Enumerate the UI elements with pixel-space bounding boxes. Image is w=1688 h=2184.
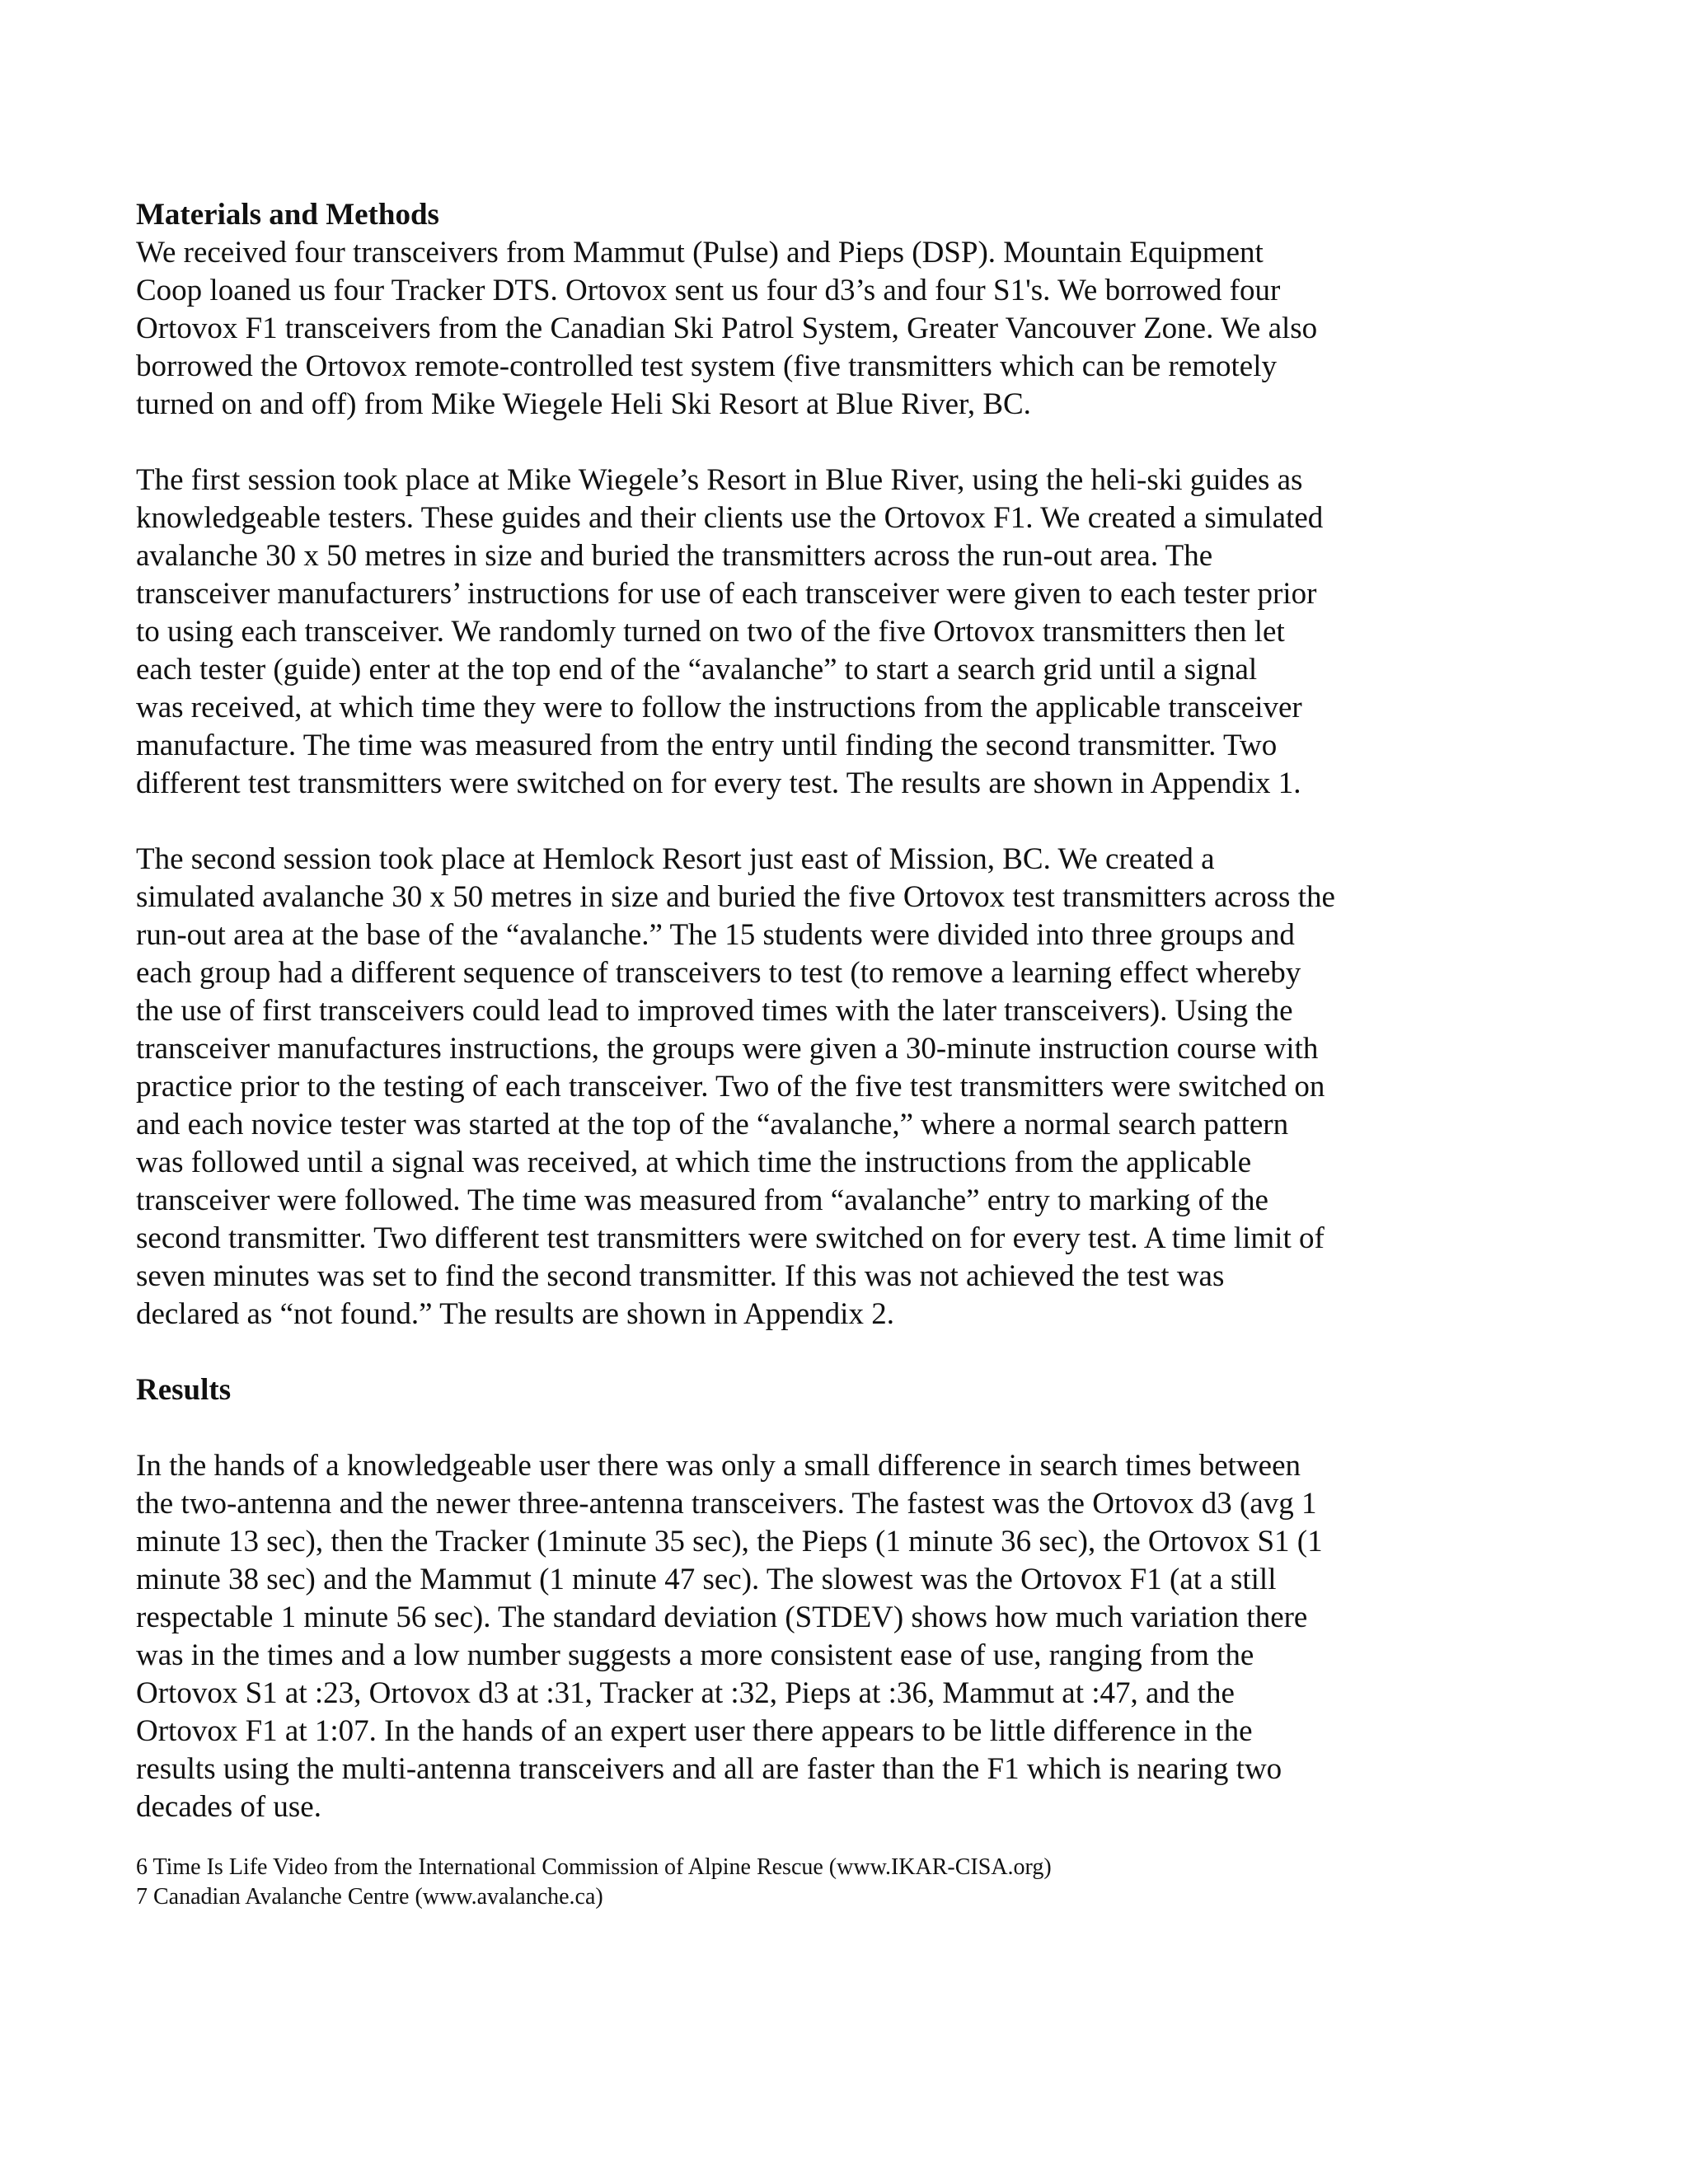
paragraph-gap: [136, 1409, 1455, 1447]
results-paragraph-1: [136, 1447, 1455, 1826]
text-line: results using the multi-antenna transceivers and all are faster than the F1 which is nearing two: [136, 1752, 1282, 1786]
results-heading: Results: [136, 1373, 232, 1407]
materials-paragraph-3: [136, 841, 1455, 1333]
text-line: We received four transceivers from Mammut (Pulse) and Pieps (DSP). Mountain Equipment: [136, 236, 1264, 269]
text-line: was in the times and a low number suggests a more consistent ease of use, ranging from the: [136, 1638, 1254, 1672]
footnote-6: 6 Time Is Life Video from the International Commission of Alpine Rescue (www.IKAR-CISA.org): [136, 1854, 1052, 1880]
text-line: In the hands of a knowledgeable user there was only a small difference in search times between: [136, 1449, 1301, 1483]
document-page: [136, 196, 1455, 1826]
footnote-7: 7 Canadian Avalanche Centre (www.avalanche.ca): [136, 1884, 603, 1910]
text-line: transceiver manufacturers’ instructions for use of each transceiver were given to each tester prior: [136, 577, 1317, 611]
text-line: was followed until a signal was received, at which time the instructions from the applicable: [136, 1146, 1252, 1179]
materials-paragraph-2: [136, 462, 1455, 803]
text-line: Ortovox S1 at :23, Ortovox d3 at :31, Tracker at :32, Pieps at :36, Mammut at :47, and the: [136, 1676, 1235, 1710]
text-line: declared as “not found.” The results are shown in Appendix 2.: [136, 1297, 894, 1331]
text-line: avalanche 30 x 50 metres in size and buried the transmitters across the run-out area. The: [136, 539, 1213, 573]
footnotes: [136, 1853, 1052, 1912]
text-line: The second session took place at Hemlock Resort just east of Mission, BC. We created a: [136, 842, 1215, 876]
text-line: was received, at which time they were to follow the instructions from the applicable transceiver: [136, 691, 1302, 724]
text-line: different test transmitters were switched on for every test. The results are shown in Appendix 1.: [136, 766, 1301, 800]
text-line: Ortovox F1 transceivers from the Canadian Ski Patrol System, Greater Vancouver Zone. We also: [136, 312, 1318, 345]
text-line: seven minutes was set to find the second transmitter. If this was not achieved the test was: [136, 1259, 1225, 1293]
text-line: the two-antenna and the newer three-antenna transceivers. The fastest was the Ortovox d3 (avg 1: [136, 1487, 1317, 1521]
text-line: minute 38 sec) and the Mammut (1 minute 47 sec). The slowest was the Ortovox F1 (at a still: [136, 1563, 1277, 1596]
text-line: second transmitter. Two different test transmitters were switched on for every test. A time limit of: [136, 1221, 1325, 1255]
materials-heading: Materials and Methods: [136, 198, 439, 232]
text-line: minute 13 sec), then the Tracker (1minute 35 sec), the Pieps (1 minute 36 sec), the Ortovox S1 (1: [136, 1525, 1323, 1558]
text-line: run-out area at the base of the “avalanche.” The 15 students were divided into three groups and: [136, 918, 1295, 952]
text-line: turned on and off) from Mike Wiegele Heli Ski Resort at Blue River, BC.: [136, 387, 1031, 421]
paragraph-gap: [136, 424, 1455, 462]
text-line: to using each transceiver. We randomly turned on two of the five Ortovox transmitters then let: [136, 615, 1285, 649]
text-line: Coop loaned us four Tracker DTS. Ortovox sent us four d3’s and four S1's. We borrowed four: [136, 274, 1281, 307]
text-line: manufacture. The time was measured from the entry until finding the second transmitter. Two: [136, 729, 1278, 762]
text-line: The first session took place at Mike Wiegele’s Resort in Blue River, using the heli-ski guides as: [136, 463, 1303, 497]
text-line: and each novice tester was started at the top of the “avalanche,” where a normal search pattern: [136, 1108, 1289, 1141]
text-line: transceiver were followed. The time was measured from “avalanche” entry to marking of the: [136, 1183, 1268, 1217]
text-line: each tester (guide) enter at the top end of the “avalanche” to start a search grid until a signal: [136, 653, 1258, 687]
text-line: practice prior to the testing of each transceiver. Two of the five test transmitters were switched on: [136, 1070, 1325, 1104]
paragraph-gap: [136, 1333, 1455, 1371]
text-line: borrowed the Ortovox remote-controlled test system (five transmitters which can be remotely: [136, 349, 1277, 383]
materials-paragraph-1: [136, 234, 1455, 424]
text-line: respectable 1 minute 56 sec). The standard deviation (STDEV) shows how much variation there: [136, 1601, 1308, 1634]
text-line: transceiver manufactures instructions, the groups were given a 30-minute instruction course with: [136, 1032, 1319, 1066]
text-line: knowledgeable testers. These guides and their clients use the Ortovox F1. We created a simulated: [136, 501, 1324, 535]
text-line: simulated avalanche 30 x 50 metres in size and buried the five Ortovox test transmitters across the: [136, 880, 1335, 914]
text-line: Ortovox F1 at 1:07. In the hands of an expert user there appears to be little difference in the: [136, 1714, 1253, 1748]
text-line: the use of first transceivers could lead to improved times with the later transceivers). Using the: [136, 994, 1293, 1028]
text-line: each group had a different sequence of transceivers to test (to remove a learning effect whereby: [136, 956, 1301, 990]
paragraph-gap: [136, 803, 1455, 841]
text-line: decades of use.: [136, 1790, 321, 1824]
